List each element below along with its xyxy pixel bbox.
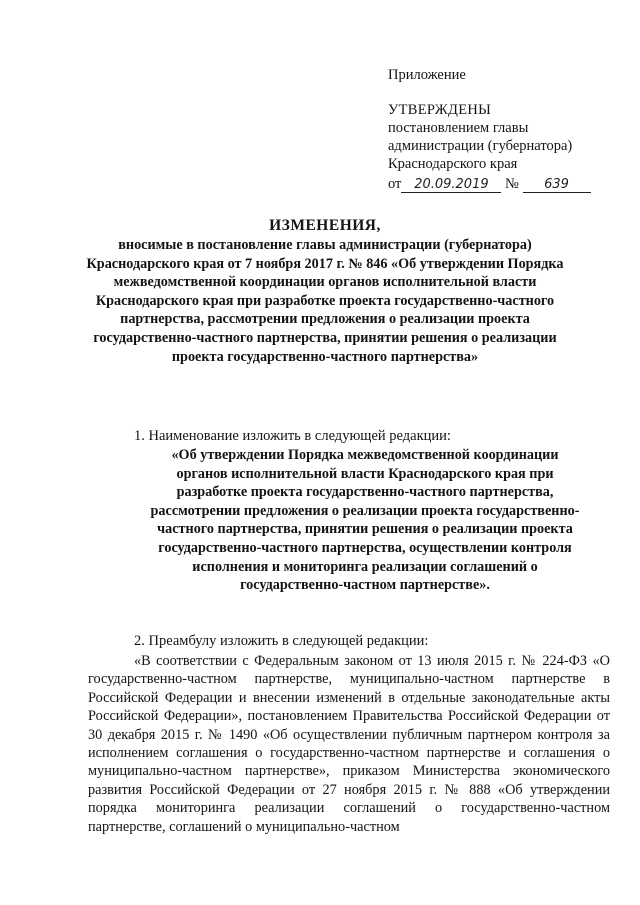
- new-name-block: [150, 446, 580, 595]
- item-1-text: 1. Наименование изложить в следующей редакции:: [134, 428, 451, 444]
- approval-date-line: [388, 175, 628, 193]
- approval-block: [388, 66, 628, 193]
- item-2-text: 2. Преамбулу изложить в следующей редакции:: [134, 633, 429, 649]
- approval-line: администрации (губернатора): [388, 138, 573, 154]
- approval-line: Краснодарского края: [388, 156, 518, 172]
- handwritten-date: 20.09.2019: [401, 177, 501, 193]
- appendix-label: Приложение: [388, 67, 466, 83]
- document-title: ИЗМЕНЕНИЯ,: [269, 217, 381, 234]
- approval-line: постановлением главы: [388, 120, 529, 136]
- handwritten-number: 639: [523, 177, 591, 193]
- document-subtitle: вносимые в постановление главы администрации (губернатора) Краснодарского края от 7 ноября 2017 г. № 846 «Об утверждении Порядка межведомственной координации органов исполнительной власти Краснодарского края при разработке проекта государственно-частного партнерства, рассмотрении предложения о реализации проекта государственно-частного партнерства, принятии решения о реализации проекта государственно-частного партнерства»: [86, 237, 564, 365]
- approved-label: УТВЕРЖДЕНЫ: [388, 102, 492, 118]
- changes-heading: [70, 216, 580, 366]
- new-name-text: «Об утверждении Порядка межведомственной координации органов исполнительной власти Краснодарского края при разработке проекта государственно-частного партнерства, рассмотрении предложения о реализации проекта государственно-частного партнерства, принятии решения о реализации проекта государственно-частного партнерства, осуществлении контроля исполнения и мониторинга реализации соглашений о государственно-частном партнерстве».: [150, 447, 580, 594]
- number-prefix: №: [505, 176, 519, 192]
- date-prefix: от: [388, 176, 402, 192]
- preamble-text: «В соответствии с Федеральным законом от 13 июля 2015 г. № 224-ФЗ «О государственно-частном партнерстве, муниципально-частном партнерстве в Российской Федерации и внесении изменений в отдельные законодательные акты Российской Федерации», постановлением Правительства Российской Федерации от 30 декабря 2015 г. № 1490 «Об осуществлении публичным партнером контроля за исполнением соглашения о государственно-частном партнерстве и соглашения о муниципально-частном партнерстве», приказом Министерства экономического развития Российской Федерации от 27 ноября 2015 г. № 888 «Об утверждении порядка мониторинга реализации соглашений о государственно-частном партнерстве, соглашений о муниципально-частном: [88, 653, 610, 835]
